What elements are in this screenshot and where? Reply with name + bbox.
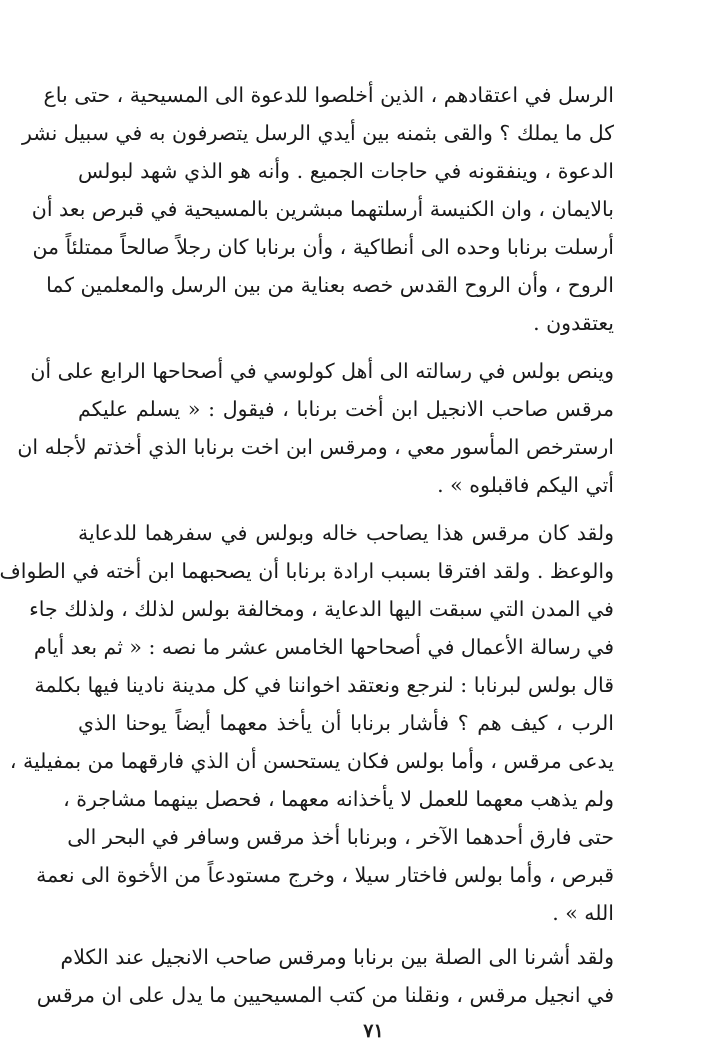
text-line: الرب ، كيف هم ؟ فأشار برنابا أن يأخذ معهما أيضاً يوحنا الذي xyxy=(78,711,614,735)
text-line: أتي اليكم فاقبلوه » . xyxy=(437,473,614,497)
paragraph-2 xyxy=(17,352,614,504)
text-line: بالايمان ، وان الكنيسة أرسلتهما مبشرين بالمسيحية في قبرص بعد أن xyxy=(31,197,614,221)
text-line: حتى فارق أحدهما الآخر ، وبرنابا أخذ مرقس وسافر في البحر الى xyxy=(67,825,614,849)
text-line: ولم يذهب معهما للعمل لا يأخذانه معهما ، فحصل بينهما مشاجرة ، xyxy=(63,787,614,811)
text-line: وينص بولس في رسالته الى أهل كولوسي في أصحاحها الرابع على أن xyxy=(30,359,614,383)
paragraph-4 xyxy=(36,938,614,1014)
text-line: الرسل في اعتقادهم ، الذين أخلصوا للدعوة الى المسيحية ، حتى باع xyxy=(43,83,614,107)
text-line: في رسالة الأعمال في أصحاحها الخامس عشر ما نصه : « ثم بعد أيام xyxy=(33,635,614,659)
text-line: في المدن التي سبقت اليها الدعاية ، ومخالفة بولس لذلك ، ولذلك جاء xyxy=(29,597,614,621)
text-line: في انجيل مرقس ، ونقلنا من كتب المسيحيين ما يدل على ان مرقس xyxy=(36,983,614,1007)
text-line: الدعوة ، وينفقونه في حاجات الجميع . وأنه هو الذي شهد لبولس xyxy=(78,159,614,183)
text-line: الروح ، وأن الروح القدس خصه بعناية من بين الرسل والمعلمين كما xyxy=(46,273,614,297)
paragraph-3 xyxy=(0,514,614,932)
text-line: قبرص ، وأما بولس فاختار سيلا ، وخرج مستودعاً من الأخوة الى نعمة xyxy=(36,863,614,887)
page-number: ٧١ xyxy=(363,1020,384,1042)
text-line: أرسلت برنابا وحده الى أنطاكية ، وأن برنابا كان رجلاً صالحاً ممتلئاً من xyxy=(32,235,614,259)
text-line: ولقد كان مرقس هذا يصاحب خاله وبولس في سفرهما للدعاية xyxy=(78,521,614,545)
text-line: الله » . xyxy=(552,901,614,925)
text-line: مرقس صاحب الانجيل ابن أخت برنابا ، فيقول : « يسلم عليكم xyxy=(78,397,614,421)
paragraph-1 xyxy=(22,76,614,342)
text-line: والوعظ . ولقد افترقا بسبب ارادة برنابا أن يصحبهما ابن أخته في الطواف xyxy=(0,559,614,583)
text-line: يعتقدون . xyxy=(533,311,614,335)
text-line: يدعى مرقس ، وأما بولس فكان يستحسن أن الذي فارقهما من بمفيلية ، xyxy=(9,749,614,773)
text-line: كل ما يملك ؟ والقى بثمنه بين أيدي الرسل يتصرفون به في سبيل نشر xyxy=(22,121,614,145)
text-line: ارسترخص المأسور معي ، ومرقس ابن اخت برنابا الذي أخذتم لأجله ان xyxy=(17,435,614,459)
text-line: قال بولس لبرنابا : لنرجع ونعتقد اخواننا في كل مدينة نادينا فيها بكلمة xyxy=(34,673,614,697)
text-line: ولقد أشرنا الى الصلة بين برنابا ومرقس صاحب الانجيل عند الكلام xyxy=(60,945,614,969)
